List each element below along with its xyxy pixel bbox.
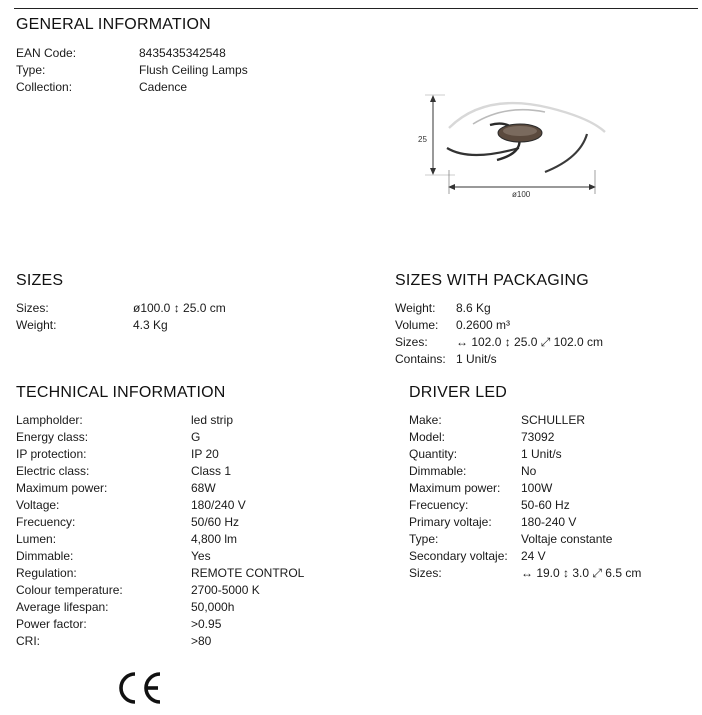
driver-row-value: ↔ 19.0 ↕ 3.0 ⤢ 6.5 cm [521,566,642,580]
packaging-row-value: ↔ 102.0 ↕ 25.0 ⤢ 102.0 cm [456,335,604,349]
technical-row-value: 50/60 Hz [191,515,240,529]
general-row-value: Flush Ceiling Lamps [139,63,248,77]
driver-row-value: 24 V [521,549,546,563]
technical-row [16,480,304,497]
driver-led-heading: DRIVER LED [409,384,508,401]
general-row-label: Type: [16,63,46,77]
technical-row-value: REMOTE CONTROL [191,566,305,580]
driver-row-label: Model: [409,430,446,444]
technical-row-label: Regulation: [16,566,77,580]
driver-row-value: 50-60 Hz [521,498,570,512]
driver-row-value: Voltaje constante [521,532,613,546]
technical-row [16,497,304,514]
technical-row [16,633,304,650]
technical-row-value: Class 1 [191,464,232,478]
ce-mark-icon [114,668,164,708]
driver-row [409,480,641,497]
technical-row [16,514,304,531]
technical-row-label: Power factor: [16,617,87,631]
technical-information-list [16,412,304,650]
general-row [16,79,248,96]
technical-row [16,565,304,582]
technical-information-heading: TECHNICAL INFORMATION [16,384,226,401]
technical-row [16,616,304,633]
sizes-row-label: Weight: [16,318,57,332]
sizes-row [16,317,226,334]
technical-row-value: 180/240 V [191,498,246,512]
technical-row [16,531,304,548]
height-arrow-top [430,95,436,102]
technical-row [16,429,304,446]
lamp-arc-inner-top [473,110,545,124]
technical-row-label: Lumen: [16,532,57,546]
technical-row [16,582,304,599]
packaging-row [395,351,603,368]
technical-row-value: IP 20 [191,447,219,461]
technical-row-label: Lampholder: [16,413,83,427]
driver-row-label: Make: [409,413,442,427]
lamp-canopy-top [503,126,537,136]
driver-row-value: 100W [521,481,553,495]
packaging-list [395,300,603,368]
driver-row-label: Sizes: [409,566,442,580]
technical-row-value: 2700-5000 K [191,583,260,597]
technical-row-value: >80 [191,634,212,648]
packaging-row-label: Weight: [395,301,436,315]
sizes-with-packaging-heading: SIZES WITH PACKAGING [395,272,589,289]
sizes-row-value: ø100.0 ↕ 25.0 cm [133,301,226,315]
sizes-row [16,300,226,317]
driver-row-value: No [521,464,537,478]
driver-row [409,565,641,582]
packaging-row-value: 1 Unit/s [456,352,497,366]
general-row-value: Cadence [139,80,188,94]
packaging-row [395,334,603,351]
general-information-heading: GENERAL INFORMATION [16,16,211,33]
general-row-value: 8435435342548 [139,46,226,60]
technical-row-label: Maximum power: [16,481,108,495]
technical-row [16,412,304,429]
technical-row-label: Energy class: [16,430,89,444]
driver-row-label: Dimmable: [409,464,467,478]
driver-row-label: Maximum power: [409,481,501,495]
technical-row-label: CRI: [16,634,40,648]
driver-row [409,548,641,565]
packaging-row-label: Volume: [395,318,439,332]
top-rule [14,8,698,9]
driver-row-value: 1 Unit/s [521,447,562,461]
width-label: ø100 [512,190,531,199]
technical-row-value: G [191,430,201,444]
height-arrow-bottom [430,168,436,175]
sizes-heading: SIZES [16,272,64,289]
technical-row-label: Colour temperature: [16,583,123,597]
general-row-label: EAN Code: [16,46,77,60]
lamp-arc-left [447,148,519,155]
driver-row-value: 180-240 V [521,515,577,529]
technical-row-value: Yes [191,549,211,563]
driver-row-value: 73092 [521,430,555,444]
general-row [16,45,248,62]
technical-row [16,548,304,565]
technical-row-value: >0.95 [191,617,222,631]
general-row [16,62,248,79]
sizes-list [16,300,226,334]
technical-row-label: IP protection: [16,447,87,461]
driver-row-label: Primary voltaje: [409,515,492,529]
driver-row [409,497,641,514]
technical-row-label: Dimmable: [16,549,74,563]
lamp-arc-right [545,134,587,172]
driver-row [409,429,641,446]
driver-row [409,531,641,548]
packaging-row [395,317,603,334]
technical-row [16,599,304,616]
driver-led-list [409,412,641,582]
sizes-row-value: 4.3 Kg [133,318,168,332]
product-dimension-diagram [415,90,610,205]
technical-row-label: Electric class: [16,464,90,478]
technical-row [16,463,304,480]
technical-row-label: Voltage: [16,498,60,512]
technical-row-value: led strip [191,413,234,427]
driver-row-label: Secondary voltaje: [409,549,508,563]
technical-row-label: Average lifespan: [16,600,109,614]
technical-row-label: Frecuency: [16,515,76,529]
packaging-row-label: Contains: [395,352,446,366]
height-label: 25 [418,135,427,144]
driver-row [409,446,641,463]
packaging-row-value: 8.6 Kg [456,301,491,315]
general-information-list [16,45,248,96]
packaging-row [395,300,603,317]
packaging-row-label: Sizes: [395,335,428,349]
packaging-row-value: 0.2600 m³ [456,318,511,332]
driver-row [409,412,641,429]
driver-row-label: Frecuency: [409,498,469,512]
sizes-row-label: Sizes: [16,301,49,315]
driver-row-label: Quantity: [409,447,458,461]
driver-row-value: SCHULLER [521,413,586,427]
technical-row-value: 50,000h [191,600,235,614]
general-row-label: Collection: [16,80,73,94]
driver-row-label: Type: [409,532,439,546]
driver-row [409,463,641,480]
technical-row [16,446,304,463]
driver-row [409,514,641,531]
technical-row-value: 4,800 lm [191,532,238,546]
technical-row-value: 68W [191,481,216,495]
